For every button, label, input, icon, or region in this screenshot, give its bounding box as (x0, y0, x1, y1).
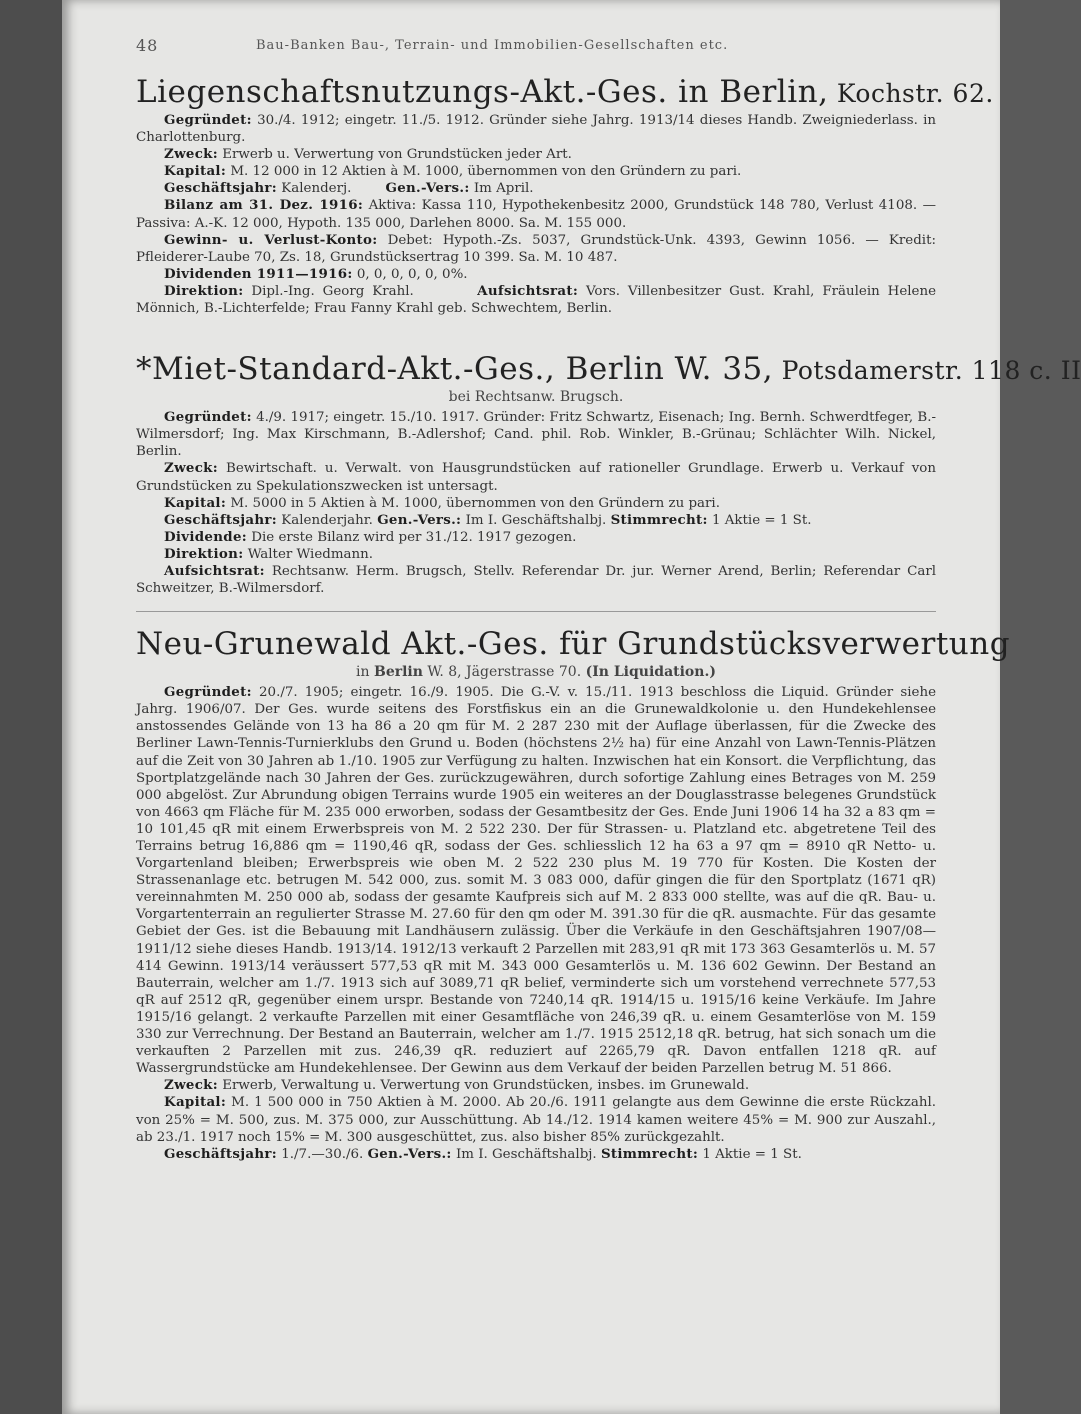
fiscal-year-label: Geschäftsjahr: (164, 511, 277, 528)
dividend-paragraph (136, 529, 936, 546)
capital-label: Kapital: (164, 1094, 227, 1111)
founded-paragraph (136, 684, 936, 1077)
fiscal-year-text: Kalenderjahr. (277, 512, 373, 528)
founded-label: Gegründet: (164, 112, 252, 128)
dividends-label: Dividenden 1911—1916: (164, 265, 353, 282)
running-header (136, 30, 936, 60)
purpose-label: Zweck: (164, 146, 218, 163)
supervisory-label: Aufsichtsrat: (164, 562, 265, 579)
entry-liegenschaftsnutzungs (136, 74, 994, 317)
document-page (62, 0, 1081, 1414)
fiscal-year-label: Geschäftsjahr: (164, 180, 277, 197)
founded-paragraph (136, 409, 936, 460)
directors-label: Direktion: (164, 282, 244, 299)
voting-right-label: Stimmrecht: (600, 1145, 699, 1162)
directors-paragraph (136, 546, 936, 563)
dividend-label: Dividende: (164, 528, 248, 545)
capital-text: M. 1 500 000 in 750 Aktien à M. 2000. Ab 20./6. 1911 gelangte aus dem Gewinne die erste Rückzahl. von 25% = M. 500, zus. M. 375 000, zur Ausschüttung. Ab 14./12. 1914 kamen weitere 45% = M. 900 zur Auszahl., ab 23./1. 1917 noch 15% = M. 300 ausgeschüttet, zus. also bisher 85% zurückgezahlt. (136, 1095, 936, 1145)
purpose-paragraph (136, 146, 936, 163)
general-meeting-text: Im I. Geschäftshalbj. (451, 1146, 597, 1162)
balance-paragraph (136, 197, 936, 231)
purpose-text: Bewirtschaft. u. Verwalt. von Hausgrundstücken auf rationeller Grundlage. Erwerb u. Verkauf von Grundstücken zu Spekulationszwecken ist untersagt. (136, 461, 936, 494)
purpose-text: Erwerb, Verwaltung u. Verwertung von Grundstücken, insbes. im Grunewald. (218, 1078, 750, 1094)
general-meeting-label: Gen.-Vers.: (385, 180, 470, 197)
supervisory-text: Rechtsanw. Herm. Brugsch, Stellv. Referendar Dr. jur. Werner Arend, Berlin; Referendar Carl Schweitzer, B.-Wilmersdorf. (136, 563, 936, 597)
subtitle-address: W. 8, Jägerstrasse 70. (422, 664, 586, 681)
entry-title-main: Liegenschaftsnutzungs-Akt.-Ges. in Berlin, (136, 74, 829, 110)
entry-subtitle (136, 664, 936, 680)
supervisory-paragraph (136, 563, 936, 597)
purpose-label: Zweck: (164, 1077, 218, 1094)
fiscal-year-label: Geschäftsjahr: (164, 1145, 277, 1162)
profit-loss-label: Gewinn- u. Verlust-Konto: (164, 231, 378, 248)
founded-text: 20./7. 1905; eingetr. 16./9. 1905. Die G.-V. v. 15./11. 1913 beschloss die Liquid. Gründer siehe Jahrg. 1906/07. Der Ges. wurde seitens des Forstfiskus ein an die Grunewaldkolonie u. den Hundekehlensee anstossendes Gelände von 13 ha 86 a 20 qm für M. 2 287 230 mit der Auflage überlassen, für die Zwecke des Berliner Lawn-Tennis-Turnierklubs den Grund u. Boden (höchstens 2½ ha) für eine Anzahl von Lawn-Tennis-Plätzen auf die Zeit von 30 Jahren ab 1./10. 1905 zur Verfügung zu halten. Inzwischen hat ein Konsort. die Verpflichtung, das Sportplatzgelände nach 30 Jahren der Ges. zurückzugewähren, durch sofortige Zahlung eines Betrages von M. 259 000 abgelöst. Zur Abrundung obigen Terrains wurde 1905 ein weiteres an der Douglasstrasse belegenes Grundstück von 4663 qm Fläche für M. 235 000 erworben, sodass der Gesamtbesitz der Ges. Ende Juni 1906 14 ha 32 a 83 qm = 10 101,45 qR mit einem Erwerbspreis von M. 2 522 230. Der für Strassen- u. Platzland etc. abgetretene Teil des Terrains betrug 16,886 qm = 1190,46 qR, sodass der Ges. schliesslich 12 ha 63 a 97 qm = 8910 qR Netto- u. Vorgartenland bleiben; Erwerbspreis wie oben M. 2 522 230 plus M. 19 770 für Kosten. Die Kosten der Strassenanlage etc. betrugen M. 542 000, zus. somit M. 3 083 000, dafür gingen die für den Sportplatz (1671 qR) vereinnahmten M. 250 000 ab, sodass der gesamte Kaufpreis sich auf M. 2 833 000 stellte, was auf die qR. Bau- u. Vorgartenterrain an regulierter Strasse M. 27.60 für den qm oder M. 391.30 für die qR. ausmachte. Für das gesamte Gebiet der Ges. ist die Bebauung mit Landhäusern zulässig. Über die Verkäufe in den Geschäftsjahren 1907/08—1911/12 siehe dieses Handb. 1913/14. 1912/13 verkauft 2 Parzellen mit 283,91 qR mit 173 363 Gesamterlös u. M. 57 414 Gewinn. 1913/14 veräussert 577,53 qR mit M. 343 000 Gesamterlös u. M. 136 602 Gewinn. Der Bestand an Bauterrain, welcher am 1./7. 1913 sich auf 3089,71 qR belief, verminderte sich um vorstehend verrechnete 577,53 qR auf 2512 qR, gegenüber einem urspr. Bestande von 7240,14 qR. 1914/15 u. 1915/16 keine Verkäufe. Im Jahre 1915/16 gelangt. 2 verkaufte Parzellen mit einer Gesamtfläche von 246,39 qR. u. einem Gesamterlöse von M. 159 330 zur Verrechnung. Der Bestand an Bauterrain, welcher am 1./7. 1915 2512,18 qR. betrug, hat sich sonach um die verkauften 2 Parzellen mit zus. 246,39 qR. reduziert auf 2265,79 qR. Davon entfallen 1218 qR. auf Wassergrundstücke am Hundekehlensee. Der Gewinn aus dem Verkauf der beiden Parzellen betrug M. 51 866. (136, 685, 936, 1077)
dividends-paragraph (136, 266, 936, 283)
fiscal-year-paragraph (136, 1146, 936, 1163)
voting-right-label: Stimmrecht: (610, 511, 708, 528)
directors-text: Walter Wiedmann. (243, 546, 374, 562)
founded-label: Gegründet: (164, 409, 252, 426)
balance-text: Aktiva: Kassa 110, Hypothekenbesitz 2000, Grundstück 148 780, Verlust 4108. — Passiva: A.-K. 12 000, Hypoth. 135 000, Darlehen 8000. Sa. M. 155 000. (136, 198, 937, 231)
purpose-paragraph (136, 1077, 936, 1094)
subtitle-city: Berlin (374, 664, 423, 681)
entry-title (136, 351, 1081, 388)
entry-miet-standard (136, 351, 1081, 597)
capital-label: Kapital: (164, 163, 227, 180)
fiscal-year-paragraph (136, 180, 936, 197)
directors-label: Direktion: (164, 545, 244, 562)
capital-paragraph (136, 1094, 936, 1145)
supervisory-text: Vors. Villenbesitzer Gust. Krahl, Fräulein Helene Mönnich, B.-Lichterfelde; Frau Fanny Krahl geb. Schwechtem, Berlin. (136, 283, 937, 317)
entry-title-main: *Miet-Standard-Akt.-Ges., Berlin W. 35, (136, 351, 774, 388)
entry-title (136, 74, 994, 110)
capital-paragraph (136, 163, 936, 180)
voting-right-text: 1 Aktie = 1 St. (698, 1146, 802, 1162)
balance-label: Bilanz am 31. Dez. 1916: (164, 197, 364, 214)
directors-text: Dipl.-Ing. Georg Krahl. (243, 283, 414, 299)
fiscal-year-text: Kalenderj. (277, 181, 352, 197)
dividends-text: 0, 0, 0, 0, 0, 0%. (352, 266, 468, 282)
founded-text: 30./4. 1912; eingetr. 11./5. 1912. Gründer siehe Jahrg. 1913/14 dieses Handb. Zweigniederlass. in Charlottenburg. (136, 113, 936, 146)
founded-paragraph (136, 112, 936, 146)
supervisory-label: Aufsichtsrat: (477, 282, 579, 299)
general-meeting-label: Gen.-Vers.: (367, 1145, 452, 1162)
purpose-text: Erwerb u. Verwertung von Grundstücken jeder Art. (218, 147, 572, 163)
entry-title-address: Kochstr. 62. (828, 79, 994, 108)
profit-loss-text: Debet: Hypoth.-Zs. 5037, Grundstück-Unk. 4393, Gewinn 1056. — Kredit: Pfleiderer-Laube 70, Zs. 18, Grundstücksertrag 10 399. Sa. M. 10 487. (136, 232, 936, 265)
capital-text: M. 5000 in 5 Aktien à M. 1000, übernommen von den Gründern zu pari. (226, 495, 720, 511)
dividend-text: Die erste Bilanz wird per 31./12. 1917 gezogen. (247, 529, 577, 545)
entry-neu-grunewald (136, 626, 1011, 1163)
general-meeting-text: Im I. Geschäftshalbj. (461, 512, 607, 528)
profit-loss-paragraph (136, 232, 936, 266)
page-content (136, 30, 1081, 1163)
capital-text: M. 12 000 in 12 Aktien à M. 1000, übernommen von den Gründern zu pari. (226, 164, 742, 180)
purpose-paragraph (136, 460, 936, 494)
entry-title-address: Potsdamerstr. 118 c. II (773, 356, 1081, 386)
general-meeting-text: Im April. (469, 181, 534, 197)
board-paragraph (136, 283, 936, 317)
subtitle-status: (In Liquidation.) (585, 664, 716, 681)
entry-title: Neu-Grunewald Akt.-Ges. für Grundstücksverwertung (136, 626, 1011, 663)
section-divider (136, 611, 936, 612)
entry-subtitle: bei Rechtsanw. Brugsch. (448, 389, 624, 406)
capital-paragraph (136, 495, 936, 512)
fiscal-year-text: 1./7.—30./6. (277, 1146, 364, 1162)
running-title: Bau-Banken Bau-, Terrain- und Immobilien-Gesellschaften etc. (256, 38, 729, 53)
founded-text: 4./9. 1917; eingetr. 15./10. 1917. Gründer: Fritz Schwartz, Eisenach; Ing. Bernh. Schwerdtfeger, B.-Wilmersdorf; Ing. Max Kirschmann, B.-Adlershof; Cand. phil. Rob. Winkler, B.-Grünau; Schlächter Wilh. Nickel, Berlin. (136, 410, 936, 460)
page-number: 48 (136, 36, 159, 55)
section-gap (136, 317, 936, 337)
founded-label: Gegründet: (164, 684, 252, 701)
voting-right-text: 1 Aktie = 1 St. (707, 512, 812, 528)
general-meeting-label: Gen.-Vers.: (377, 511, 462, 528)
capital-label: Kapital: (164, 494, 227, 511)
subtitle-prefix: in (356, 664, 374, 681)
purpose-label: Zweck: (164, 460, 218, 477)
fiscal-year-paragraph (136, 512, 936, 529)
